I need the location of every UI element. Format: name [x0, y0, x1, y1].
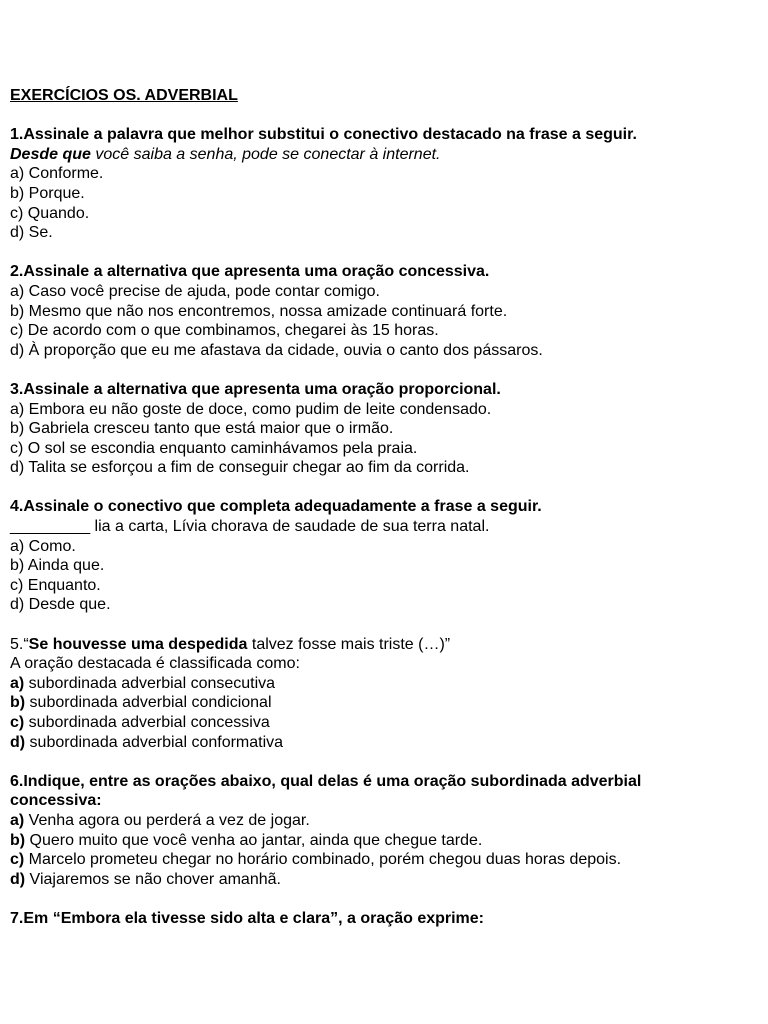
option-d	[10, 870, 750, 890]
option-a: a) Embora eu não goste de doce, como pudim de leite condensado.	[10, 400, 492, 418]
option-a	[10, 674, 750, 694]
option-c: c) Quando.	[10, 204, 90, 222]
question-4-sentence: _________ lia a carta, Lívia chorava de saudade de sua terra natal.	[10, 518, 490, 536]
option-c: c) O sol se escondia enquanto caminhávamos pela praia.	[10, 439, 418, 457]
question-5-rest: talvez fosse mais triste (…)”	[247, 635, 451, 653]
option-d: d) Se.	[10, 224, 53, 242]
question-5-head	[10, 635, 750, 655]
document-title: EXERCÍCIOS OS. ADVERBIAL	[10, 87, 238, 104]
question-6-head-line1: 6.Indique, entre as orações abaixo, qual delas é uma oração subordinada adverbial	[10, 772, 642, 790]
option-letter: a)	[10, 674, 25, 692]
option-c	[10, 850, 750, 870]
option-a: a) Como.	[10, 537, 76, 555]
question-2-head: 2.Assinale a alternativa que apresenta uma oração concessiva.	[10, 263, 490, 281]
question-3	[10, 380, 750, 478]
option-c: c) Enquanto.	[10, 576, 101, 594]
option-d: d) Desde que.	[10, 596, 111, 614]
question-3-head: 3.Assinale a alternativa que apresenta uma oração proporcional.	[10, 380, 501, 398]
option-b: b) Porque.	[10, 184, 85, 202]
option-a	[10, 811, 750, 831]
question-4-head: 4.Assinale o conectivo que completa adequadamente a frase a seguir.	[10, 498, 542, 516]
option-text: Marcelo prometeu chegar no horário combinado, porém chegou duas horas depois.	[24, 851, 622, 869]
question-2	[10, 262, 750, 360]
sentence-rest: você saiba a senha, pode se conectar à internet.	[90, 145, 441, 163]
option-text: subordinada adverbial consecutiva	[24, 674, 276, 692]
option-letter: d)	[10, 733, 26, 751]
option-a: a) Caso você precise de ajuda, pode contar comigo.	[10, 282, 380, 300]
option-text: subordinada adverbial conformativa	[25, 733, 284, 751]
document-page	[10, 86, 750, 948]
option-b	[10, 831, 750, 851]
question-5-sentence: A oração destacada é classificada como:	[10, 655, 300, 673]
option-letter: c)	[10, 714, 25, 731]
option-letter: b)	[10, 694, 26, 712]
option-text: Venha agora ou perderá a vez de jogar.	[24, 811, 310, 829]
option-b: b) Gabriela cresceu tanto que está maior que o irmão.	[10, 420, 394, 438]
option-a: a) Conforme.	[10, 165, 104, 183]
option-letter: a)	[10, 811, 25, 829]
highlighted-connective: Desde que	[10, 145, 91, 163]
option-letter: c)	[10, 851, 25, 869]
question-1-head: 1.Assinale a palavra que melhor substitui o conectivo destacado na frase a seguir.	[10, 126, 637, 144]
option-d: d) Talita se esforçou a fim de conseguir chegar ao fim da corrida.	[10, 459, 470, 477]
option-b	[10, 693, 750, 713]
question-6-head-line2: concessiva:	[10, 792, 102, 810]
option-c: c) De acordo com o que combinamos, chegarei às 15 horas.	[10, 322, 439, 340]
question-1	[10, 125, 750, 243]
option-d	[10, 733, 750, 753]
option-letter: d)	[10, 870, 26, 888]
question-4	[10, 497, 750, 615]
highlighted-clause: Se houvesse uma despedida	[28, 635, 248, 653]
option-b: b) Ainda que.	[10, 557, 105, 575]
option-letter: b)	[10, 831, 26, 849]
question-6	[10, 772, 750, 890]
question-5-prefix: 5.“	[10, 635, 29, 653]
question-7-head: 7.Em “Embora ela tivesse sido alta e clara”, a oração exprime:	[10, 909, 485, 927]
option-text: subordinada adverbial condicional	[25, 694, 272, 712]
option-d: d) À proporção que eu me afastava da cidade, ouvia o canto dos pássaros.	[10, 341, 543, 359]
question-1-sentence	[10, 145, 750, 165]
option-text: subordinada adverbial concessiva	[24, 714, 270, 731]
option-text: Viajaremos se não chover amanhã.	[25, 870, 281, 888]
option-text: Quero muito que você venha ao jantar, ainda que chegue tarde.	[25, 831, 483, 849]
option-c	[10, 713, 750, 733]
question-7	[10, 909, 750, 929]
option-b: b) Mesmo que não nos encontremos, nossa amizade continuará forte.	[10, 302, 508, 320]
question-5	[10, 635, 750, 753]
